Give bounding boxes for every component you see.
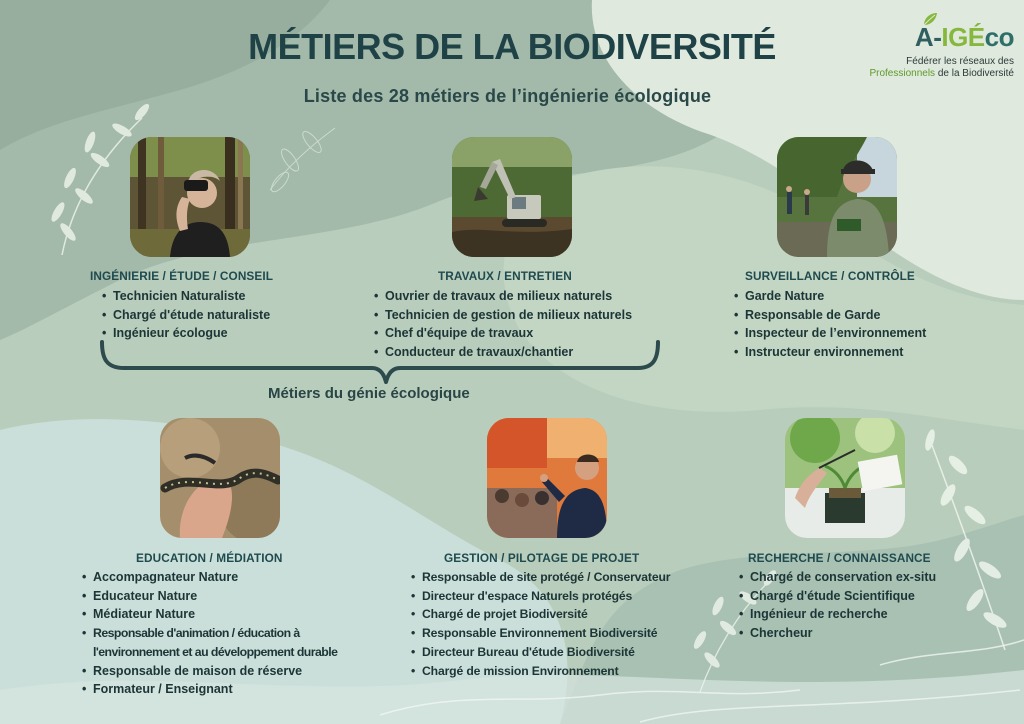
- list-item: • Directeur Bureau d'étude Biodiversité: [412, 643, 670, 662]
- aigeco-logo: [862, 10, 1018, 82]
- page-title: MÉTIERS DE LA BIODIVERSITÉ: [248, 26, 776, 67]
- logo-tagline-rest: de la Biodiversité: [935, 68, 1014, 79]
- list-item: • Technicien Naturaliste: [103, 287, 270, 306]
- logo-part-ige: IGÉ: [941, 22, 985, 52]
- list-item: • Chargé de conservation ex-situ: [740, 568, 936, 587]
- list-item: • Chargé d'étude naturaliste: [103, 306, 270, 325]
- logo-part-co: co: [984, 22, 1014, 52]
- job-list-surveillance: [735, 287, 926, 362]
- list-item: • Accompagnateur Nature: [83, 568, 383, 587]
- job-list-gestion: [412, 568, 670, 680]
- section-heading-gestion: GESTION / PILOTAGE DE PROJET: [444, 551, 640, 565]
- photo-recherche-lab: [785, 418, 905, 538]
- list-item: • Médiateur Nature: [83, 605, 383, 624]
- photo-education-snake: [160, 418, 280, 538]
- logo-part-a: A-: [914, 22, 942, 52]
- photo-gestion-speaker: [487, 418, 607, 538]
- list-item: • Chef d'équipe de travaux: [375, 324, 632, 343]
- logo-tagline-highlight: Professionnels: [869, 68, 936, 79]
- list-item: • Responsable d'animation / éducation à l'environnement et au développement durable: [83, 624, 383, 661]
- list-item: • Educateur Nature: [83, 587, 383, 606]
- list-item: • Instructeur environnement: [735, 343, 926, 362]
- list-item: • Ingénieur de recherche: [740, 605, 936, 624]
- list-item: • Ouvrier de travaux de milieux naturels: [375, 287, 632, 306]
- photo-surveillance-ranger: [777, 137, 897, 257]
- list-item: • Directeur d'espace Naturels protégés: [412, 587, 670, 606]
- job-list-ingenierie: [103, 287, 270, 343]
- list-item: • Garde Nature: [735, 287, 926, 306]
- list-item: • Chargé de projet Biodiversité: [412, 605, 670, 624]
- section-heading-travaux: TRAVAUX / ENTRETIEN: [438, 269, 572, 283]
- list-item: • Chargé d'étude Scientifique: [740, 587, 936, 606]
- brace-label: Métiers du génie écologique: [268, 385, 470, 402]
- list-item: • Responsable de site protégé / Conservateur: [412, 568, 670, 587]
- list-item: • Chargé de mission Environnement: [412, 662, 670, 681]
- section-heading-recherche: RECHERCHE / CONNAISSANCE: [748, 551, 931, 565]
- page-subtitle: Liste des 28 métiers de l’ingénierie écologique: [303, 86, 712, 106]
- list-item: • Chercheur: [740, 624, 936, 643]
- photo-ingenierie-birdwatcher: [130, 137, 250, 257]
- list-item: • Ingénieur écologue: [103, 324, 270, 343]
- list-item: • Responsable de maison de réserve: [83, 662, 383, 681]
- job-list-recherche: [740, 568, 936, 643]
- logo-tagline-line1: Fédérer les réseaux des: [906, 56, 1014, 67]
- list-item: • Conducteur de travaux/chantier: [375, 343, 632, 362]
- logo-tagline-line2: [869, 68, 1014, 79]
- list-item: • Inspecteur de l’environnement: [735, 324, 926, 343]
- section-heading-education: EDUCATION / MÉDIATION: [136, 551, 283, 565]
- section-heading-ingenierie: INGÉNIERIE / ÉTUDE / CONSEIL: [90, 269, 274, 283]
- photo-travaux-excavator: [452, 137, 572, 257]
- list-item: • Technicien de gestion de milieux naturels: [375, 306, 632, 325]
- logo-wordmark: [915, 22, 1014, 53]
- list-item: • Responsable Environnement Biodiversité: [412, 624, 670, 643]
- list-item: • Formateur / Enseignant: [83, 680, 383, 699]
- section-heading-surveillance: SURVEILLANCE / CONTRÔLE: [745, 269, 915, 283]
- job-list-education: [83, 568, 383, 699]
- list-item: • Responsable de Garde: [735, 306, 926, 325]
